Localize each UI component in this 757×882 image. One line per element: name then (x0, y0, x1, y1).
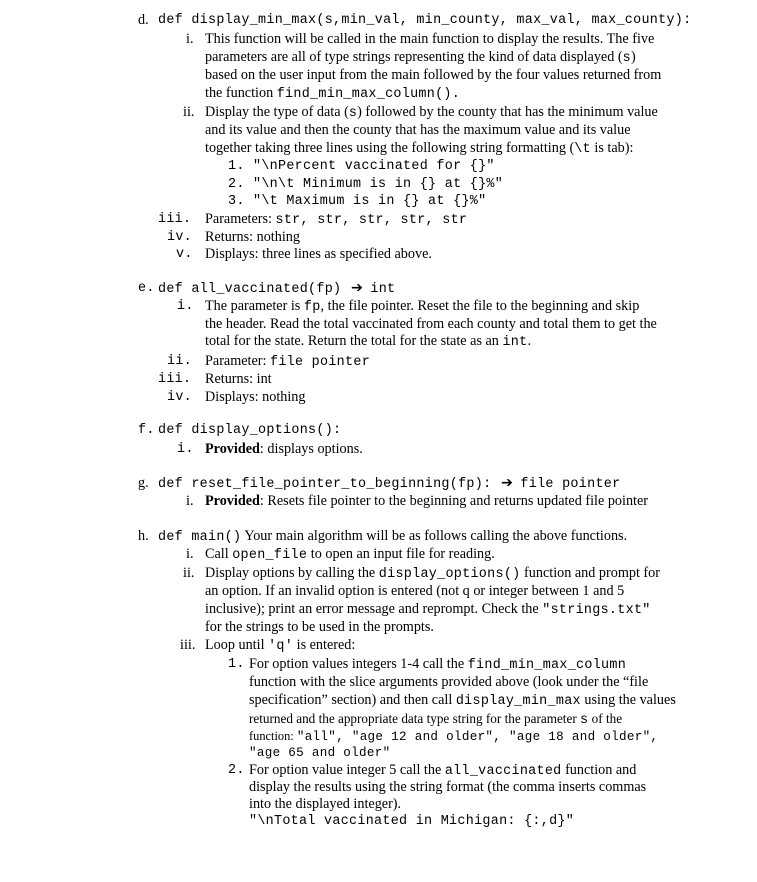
d-ii-line1-b: ) followed by the county that has the minimum value (357, 104, 658, 120)
h-ii-a: Display options by calling the (205, 565, 379, 581)
e-iv-text: Displays: nothing (205, 389, 306, 405)
h-ii-line4: for the strings to be used in the prompts. (205, 619, 434, 635)
g-return-type: file pointer (520, 477, 621, 492)
section-h-signature (158, 528, 627, 546)
h-step1-line4 (249, 710, 622, 729)
h-step1-line5-a: function: (249, 729, 297, 743)
h-step1-line4-a: returned and the appropriate data type string for the parameter (249, 711, 581, 726)
e-ii-code: file pointer (270, 355, 371, 370)
d-ii-line1 (205, 104, 658, 122)
h-step1-line4-b: of the (588, 711, 623, 726)
format-line-2: 2. "\n\t Minimum is in {} at {}%" (228, 177, 504, 192)
format-line-3: 3. "\t Maximum is in {} at {}%" (228, 194, 487, 209)
h-step1-line6: "age 65 and older" (249, 746, 391, 760)
g-i-number: i. (186, 493, 194, 509)
h-step1-code2: display_min_max (455, 694, 581, 709)
section-e-signature (158, 280, 395, 298)
h-step2-line1 (249, 762, 636, 780)
d-i-line2 (205, 49, 636, 67)
d-ii-line3-b: is tab): (590, 140, 634, 156)
h-ii-b: function and prompt for (520, 565, 660, 581)
g-i-provided: Provided (205, 493, 260, 509)
h-step1-line5 (249, 728, 658, 746)
h-step1-line2: function with the slice arguments provided above (look under the “file (249, 674, 649, 690)
d-i-line1: This function will be called in the main function to display the results. The five (205, 31, 655, 47)
f-i-text: : displays options. (259, 441, 363, 457)
h-step2-line4: "\nTotal vaccinated in Michigan: {:,d}" (249, 814, 575, 829)
g-signature-code: def reset_file_pointer_to_beginning(fp): (158, 477, 492, 492)
e-i-number: i. (177, 299, 194, 314)
h-iii-code: 'q' (268, 639, 294, 654)
e-ii-line (205, 353, 370, 371)
section-g-signature (158, 475, 620, 493)
section-h-label: h. (138, 528, 149, 544)
h-step2-line2: display the results using the string format (the comma inserts commas (249, 779, 647, 795)
d-i-line4-text: the function (205, 85, 277, 101)
h-iii-b: is entered: (293, 637, 356, 653)
h-step2-a: For option value integer 5 call the (249, 762, 445, 778)
section-f-label: f. (138, 423, 155, 438)
d-i-close-paren: ) (630, 49, 636, 65)
e-i-line1 (205, 298, 639, 316)
h-iii-a: Loop until (205, 637, 269, 653)
h-step1-line5-code: "all", "age 12 and older", "age 18 and older", (296, 730, 659, 744)
h-ii-line3 (205, 601, 651, 619)
h-step2-line3: into the displayed integer). (249, 796, 402, 812)
e-i-line1-b: , the file pointer. Reset the file to the beginning and skip (320, 298, 640, 314)
e-iii-text: Returns: int (205, 371, 272, 387)
section-d-label: d. (138, 12, 149, 28)
h-step1-line3-b: using the values (580, 692, 676, 708)
d-iii-number: iii. (158, 212, 192, 227)
g-i-text: : Resets file pointer to the beginning and returns updated file pointer (259, 493, 649, 509)
h-step1-line3 (249, 692, 676, 710)
e-i-code-fp: fp (303, 300, 321, 315)
d-ii-code-tab: \t (574, 142, 591, 157)
e-i-line3 (205, 333, 531, 351)
h-ii-code-file: "strings.txt" (542, 603, 651, 618)
d-ii-code-s: s (348, 106, 358, 121)
h-i-code: open_file (232, 548, 308, 563)
e-i-code-int: int (502, 335, 528, 350)
h-step1-line1 (249, 656, 626, 674)
arrow-icon: ➔ (350, 280, 363, 296)
f-i-number: i. (177, 442, 194, 457)
f-i-provided: Provided (205, 441, 260, 457)
h-iii-line (205, 637, 355, 655)
h-step2-code: all_vaccinated (444, 764, 562, 779)
d-ii-line1-a: Display the type of data ( (205, 104, 349, 120)
d-i-line2-text: parameters are all of type strings representing the kind of data displayed ( (205, 49, 623, 65)
h-step1-code: find_min_max_column (467, 658, 627, 673)
e-i-line1-a: The parameter is (205, 298, 304, 314)
h-ii-line2: an option. If an invalid option is entered (not q or integer between 1 and 5 (205, 583, 625, 599)
h-step2-number: 2. (228, 763, 245, 778)
e-i-line3-a: total for the state. Return the total for the state as an (205, 333, 503, 349)
e-return-type: int (370, 282, 396, 297)
e-i-line3-b: . (527, 333, 532, 349)
d-i-line4 (205, 85, 460, 103)
h-step1-a: For option values integers 1-4 call the (249, 656, 468, 672)
d-i-code-fn: find_min_max_column(). (276, 87, 461, 102)
section-e-label: e. (138, 281, 155, 296)
h-step1-number: 1. (228, 657, 245, 672)
h-i-b: to open an input file for reading. (307, 546, 495, 562)
h-signature-code: def main() (158, 530, 242, 545)
h-step1-code3: s (580, 713, 589, 728)
d-i-line3: based on the user input from the main followed by the four values returned from (205, 67, 662, 83)
d-iv-text: Returns: nothing (205, 229, 300, 245)
h-step2-b: function and (561, 762, 637, 778)
d-i-number: i. (186, 31, 194, 47)
d-i-code-s: s (622, 51, 631, 66)
h-ii-line1 (205, 565, 660, 583)
d-iii-text: Parameters: (205, 211, 276, 227)
d-iv-number: iv. (167, 230, 193, 245)
section-f-signature: def display_options(): (158, 423, 342, 438)
d-iii-line (205, 211, 467, 229)
d-ii-number: ii. (183, 104, 195, 120)
d-ii-line3-a: together taking three lines using the following string formatting ( (205, 140, 575, 156)
h-i-line (205, 546, 495, 564)
e-ii-text: Parameter: (205, 353, 270, 369)
format-line-1: 1. "\nPercent vaccinated for {}" (228, 159, 495, 174)
section-g-label: g. (138, 475, 149, 491)
e-i-line2: the header. Read the total vaccinated from each county and total them to get the (205, 316, 657, 332)
g-i-line (205, 493, 648, 510)
d-ii-line2: and its value and then the county that has the maximum value and its value (205, 122, 631, 138)
h-step1-line3-a: specification” section) and then call (249, 692, 456, 708)
d-ii-line3 (205, 140, 633, 158)
h-ii-code: display_options() (378, 567, 521, 582)
e-signature-code: def all_vaccinated(fp) (158, 282, 342, 297)
d-iii-code: str, str, str, str, str (275, 213, 468, 228)
e-iv-number: iv. (167, 390, 193, 405)
h-i-number: i. (186, 546, 194, 562)
h-intro: Your main algorithm will be as follows calling the above functions. (241, 528, 628, 544)
h-ii-line3-text: inclusive); print an error message and reprompt. Check the (205, 601, 543, 617)
d-v-number: v. (176, 247, 193, 262)
e-ii-number: ii. (167, 354, 193, 369)
h-ii-number: ii. (183, 565, 195, 581)
h-i-a: Call (205, 546, 233, 562)
d-v-text: Displays: three lines as specified above. (205, 246, 432, 262)
section-d-signature: def display_min_max(s,min_val, min_county, max_val, max_county): (158, 13, 692, 28)
f-i-line (205, 441, 363, 458)
arrow-icon: ➔ (500, 475, 513, 491)
e-iii-number: iii. (158, 372, 192, 387)
h-iii-number: iii. (180, 637, 196, 653)
